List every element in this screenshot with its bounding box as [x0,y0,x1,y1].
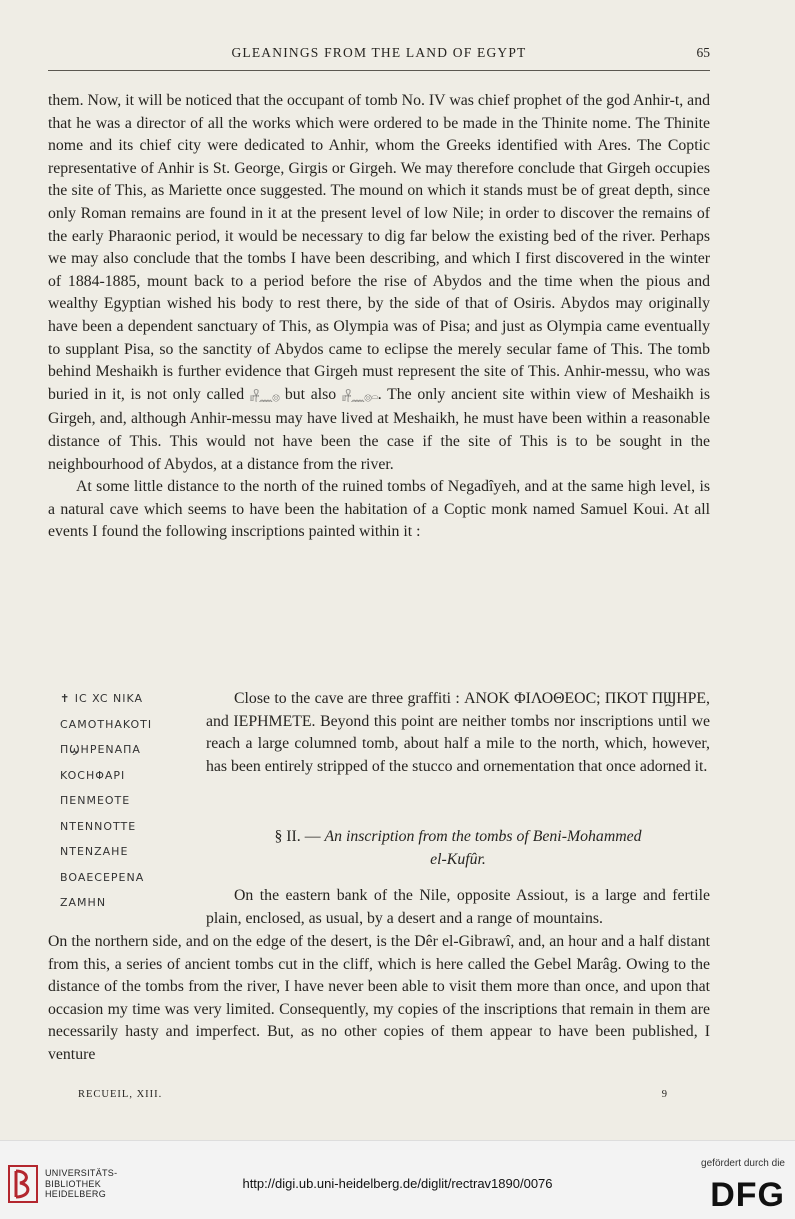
running-header [48,45,710,61]
page-footer [78,1089,668,1100]
university-library-name: UNIVERSITÄTS- BIBLIOTHEK HEIDELBERG [45,1168,118,1199]
body-text-top [48,90,710,544]
paragraph-1: them. Now, it will be noticed that the occupant of tomb No. IV was chief prophet of the god Anhir-t, and that he was a director of all the works which were ordered to be made in the Thinite nome. The Thinite nome and its chief city were dedicated to Anhir, whom the Greeks identified with Ares. The Coptic representative of Anhir is St. George, Girgis or Girgeh. We may therefore conclude that Girgeh occupies the site of This, as Mariette once suggested. The mound on which it stands must be of great depth, since only Roman remains are found in it at the present level of low Nile; in order to discover the remains of the early Pharaonic period, it would be necessary to dig far below the existing bed of the river. Perhaps we may also conclude that the tombs I have been describing, and which I first discovered in the winter of 1884-1885, mount back to a period before the rise of Abydos and the time when the pious and wealthy Egyptian wished his body to rest there, by the side of that of Osiris. Abydos may originally have been a dependent sanctuary of This, as Olympia was of Pisa; and just as Olympia came eventually to supplant Pisa, so the sanctity of Abydos came to eclipse the merely secular fame of This. The tomb behind Meshaikh is further evidence that Girgeh must represent the site of This. Anhir-messu, who was buried in it, is not only called 𓏤𓏤𓋹𓈖𓊖 but also 𓏤𓏤𓋹𓈖𓊖𓏏. The only ancient site within view of Meshaikh is Girgeh, and, although Anhir-messu may have lived at Meshaikh, he must have been within a reasonable distance of This. This would not have been the case if the site of This is to be sought in the neighbourhood of Abydos, at a distance from the river. [48,92,711,473]
paragraph-4-rest: On the northern side, and on the edge of the desert, is the Dêr el-Gibrawî, and, an hour and a half distant from this, a series of ancient tombs cut in the cliff, which is here called the Gebel Marâg. Owing to the distance of the tombs from the river, I have never been able to visit them more than once, and upon that occasion my time was very limited. Consequently, my copies of the inscriptions that remain in them are necessarily hasty and imperfect. But, as no other copies of them appear to have been published, I venture [48,933,710,1063]
hieroglyph-group-1: 𓏤𓏤𓋹𓈖𓊖 [249,389,280,404]
funded-by-label: gefördert durch die [701,1158,785,1169]
gathering-number: 9 [661,1089,668,1100]
permalink-url[interactable]: http://digi.ub.uni-heidelberg.de/diglit/rectrav1890/0076 [242,1176,553,1191]
section-heading: § II. — An inscription from the tombs of Beni-Mohammed el-Kufûr. [274,828,642,868]
page-number: 65 [696,45,710,60]
coptic-line: CAMOTHAKOTI [60,717,153,731]
coptic-inscription [60,686,200,916]
paragraph-2: At some little distance to the north of the ruined tombs of Negadîyeh, and at the same high level, is a natural cave which seems to have been the habitation of a Coptic monk named Samuel Koui. At all events I found the following inscriptions painted within it : [48,478,710,541]
dfg-logo: DFG [710,1176,785,1214]
header-rule [48,70,710,71]
hieroglyph-group-2: 𓏤𓏤𓋹𓈖𓊖𓏏 [341,389,378,404]
coptic-line: ✝ IC XC NIKA [60,692,144,705]
paragraph-4-start: On the eastern bank of the Nile, opposite Assiout, is a large and fertile plain, enclosed, as usual, by a desert and a range of mountains. [206,887,710,927]
coptic-line: ZAMHN [60,896,107,909]
coptic-line: ПϢHPENAПA [60,743,141,756]
coptic-line: NTENNOTTE [60,819,137,833]
journal-signature: RECUEIL, XIII. [78,1089,163,1100]
coptic-line: KOCHΦAPI [60,768,126,782]
coptic-line: BOAECEPENA [60,870,145,884]
coptic-line: NTENZAHE [60,845,129,858]
paragraph-3: Close to the cave are three graffiti : ΑΝΟΚ ΦΙΛΟΘΕΟϹ; ΠΚΟΤ ΠϢΗΡΕ, and ΙΕΡΗΜΕΤΕ. Beyond this point are neither tombs nor inscriptions until we reach a large columned tomb, about half a mile to the north, which, however, has been entirely stripped of the stucco and ornementation that once adorned it. [206,690,710,775]
coptic-line: ПENMEOTE [60,794,131,807]
running-title: GLEANINGS FROM THE LAND OF EGYPT [231,45,527,60]
